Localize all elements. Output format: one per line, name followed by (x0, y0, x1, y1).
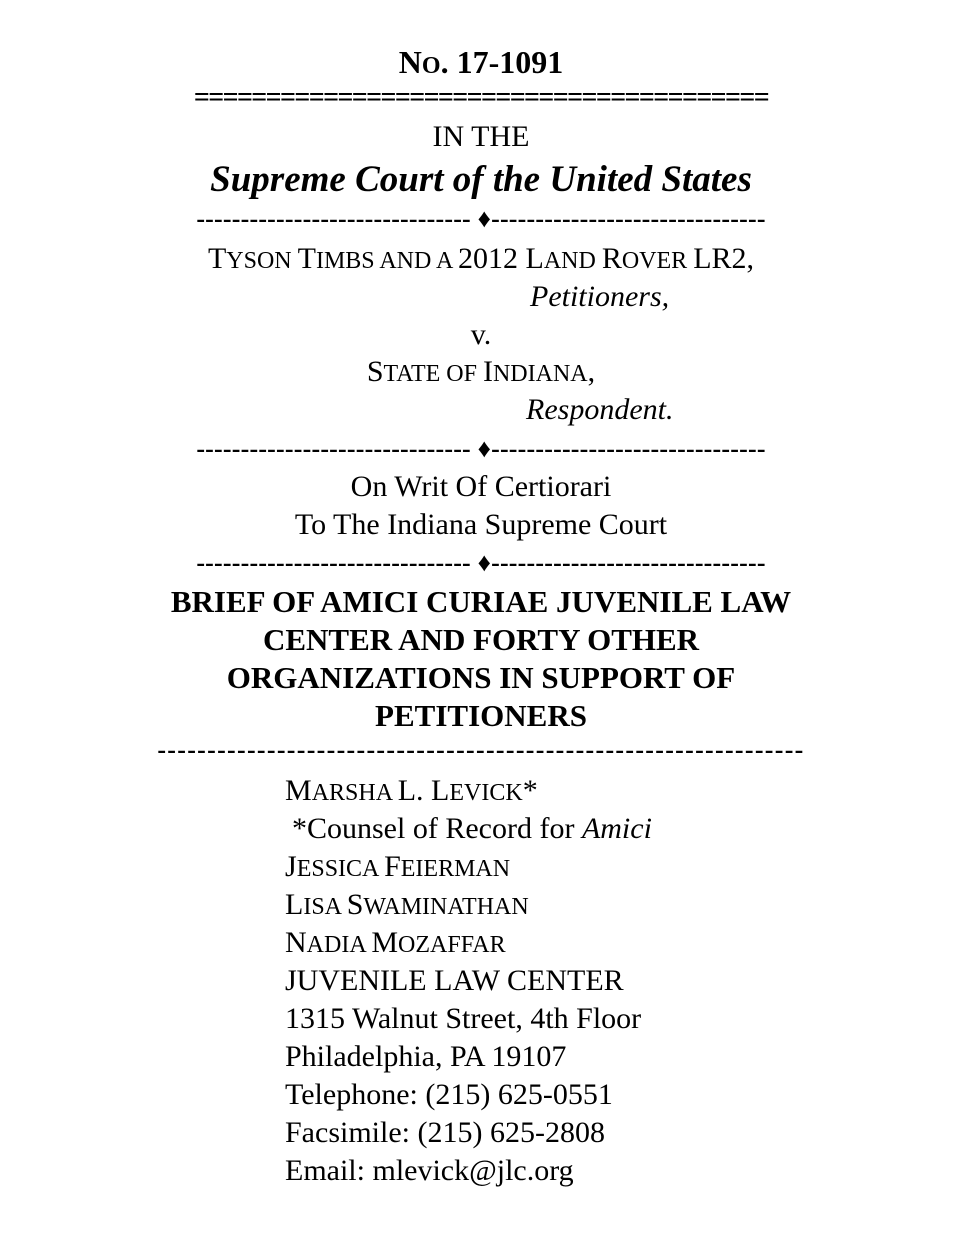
divider-plain: ----------------------------------------------------------------- (157, 735, 805, 764)
counsel-name (285, 926, 506, 960)
text-fragment: ESSICA (296, 856, 385, 882)
court-name: Supreme Court of the United States (210, 159, 752, 200)
counsel-name (285, 850, 510, 884)
in-the-heading: IN THE (432, 120, 530, 153)
writ-line-1: On Writ Of Certiorari (350, 470, 612, 503)
counsel-name (285, 888, 529, 922)
text-fragment: J (285, 850, 297, 883)
writ-line-2: To The Indiana Supreme Court (294, 508, 668, 541)
text-fragment: , (587, 355, 596, 388)
text-fragment: S (346, 888, 364, 921)
text-fragment: R (601, 242, 622, 275)
brief-title-line: CENTER AND FORTY OTHER (262, 622, 700, 657)
text-fragment: OZAFFAR (398, 932, 506, 958)
text-fragment: EIERMAN (400, 856, 511, 882)
docket-number: NO. 17-1091 (398, 44, 564, 80)
text-fragment: L (285, 888, 304, 921)
text-fragment: NDIANA (492, 361, 588, 387)
text-fragment: M (371, 926, 399, 959)
divider-diamond: ------------------------------- ♦------------------------------- (196, 204, 766, 233)
counsel-of-record-name (285, 774, 538, 808)
brief-title-line: ORGANIZATIONS IN SUPPORT OF (226, 660, 736, 695)
text-fragment: LR2, (693, 242, 755, 275)
text-fragment: T (297, 242, 316, 275)
email: Email: mlevick@jlc.org (285, 1154, 574, 1187)
text-fragment: ADIA (306, 932, 372, 958)
text-fragment: S (366, 355, 384, 388)
text-fragment: F (384, 850, 401, 883)
text-fragment: L. (397, 774, 432, 807)
text-fragment: * (522, 774, 538, 807)
address-city: Philadelphia, PA 19107 (285, 1040, 567, 1073)
facsimile: Facsimile: (215) 625-2808 (285, 1116, 605, 1149)
text-fragment: EVICK (449, 780, 523, 806)
telephone: Telephone: (215) 625-0551 (285, 1078, 613, 1111)
text-fragment: I (482, 355, 493, 388)
petitioner-name (0, 242, 962, 276)
versus: v. (470, 318, 492, 351)
brief-title-line: BRIEF OF AMICI CURIAE JUVENILE LAW (170, 584, 792, 619)
text-fragment: OVER (621, 248, 694, 274)
text-fragment: YSON (226, 248, 298, 274)
organization-name: JUVENILE LAW CENTER (285, 964, 624, 997)
divider-diamond: ------------------------------- ♦------------------------------- (196, 434, 766, 463)
text-fragment: TATE OF (383, 361, 483, 387)
brief-title-line: PETITIONERS (375, 698, 587, 733)
divider-diamond: ------------------------------- ♦------------------------------- (196, 548, 766, 577)
address-street: 1315 Walnut Street, 4th Floor (285, 1002, 642, 1035)
text-fragment: IMBS AND A (315, 248, 458, 274)
counsel-of-record-note: *Counsel of Record for Amici (292, 812, 652, 845)
text-fragment: T (207, 242, 227, 275)
text-fragment: ISA (303, 894, 347, 920)
text-fragment: N (285, 926, 307, 959)
text-fragment: M (285, 774, 312, 807)
petitioner-role: Petitioners, (530, 280, 670, 313)
double-rule: ======================================== (193, 82, 769, 113)
text-fragment: L (525, 242, 544, 275)
text-fragment: AND (543, 248, 602, 274)
text-fragment: ARSHA (311, 780, 398, 806)
respondent-role: Respondent. (526, 393, 674, 426)
respondent-name (0, 355, 962, 389)
text-fragment: 2012 (458, 242, 526, 275)
text-fragment: WAMINATHAN (363, 894, 529, 920)
text-fragment: L (431, 774, 450, 807)
